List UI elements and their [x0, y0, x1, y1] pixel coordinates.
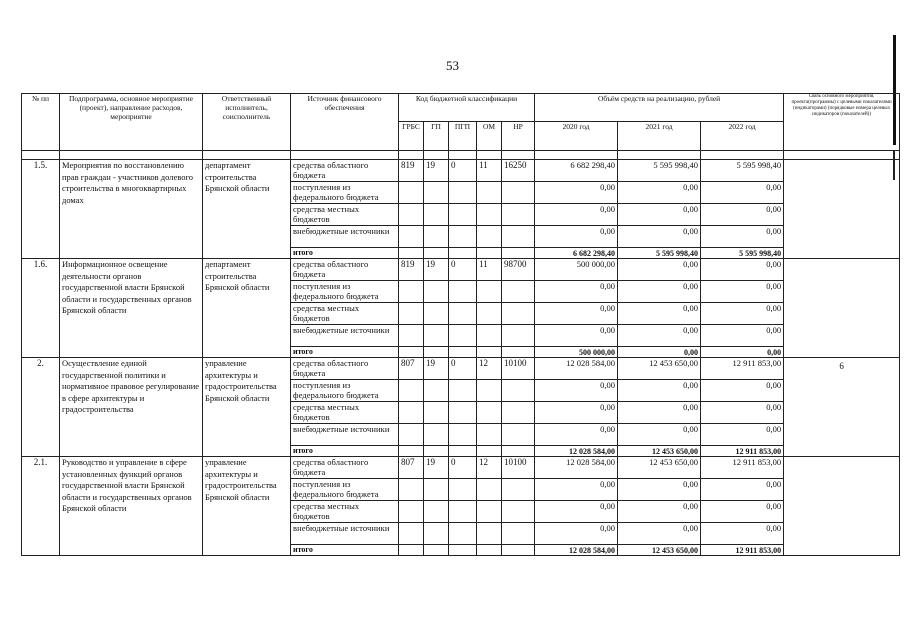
row-number: 1.6. [22, 259, 60, 358]
funding-source: средства областного бюджета [291, 259, 399, 281]
amount-2021: 12 453 650,00 [618, 358, 701, 380]
code-pgp: 0 [449, 457, 477, 479]
code-gp: 19 [424, 457, 449, 479]
amount-2021: 0,00 [618, 281, 701, 303]
code-gp: 19 [424, 259, 449, 281]
code-om [477, 424, 502, 446]
total-2022: 5 595 998,40 [701, 248, 784, 259]
code-grbs [399, 424, 424, 446]
header-code-pgp: ПГП [449, 122, 477, 151]
code-nr [502, 501, 535, 523]
code-om [477, 402, 502, 424]
amount-2020: 0,00 [535, 523, 618, 545]
funding-source: средства местных бюджетов [291, 402, 399, 424]
code-om: 11 [477, 160, 502, 182]
total-label: итого [291, 347, 399, 358]
total-code-cell [424, 347, 449, 358]
table-row [22, 457, 900, 479]
code-grbs [399, 380, 424, 402]
total-code-cell [399, 446, 424, 457]
code-om [477, 226, 502, 248]
amount-2021: 0,00 [618, 402, 701, 424]
code-nr [502, 325, 535, 347]
funding-source: внебюджетные источники [291, 424, 399, 446]
code-grbs [399, 281, 424, 303]
code-gp [424, 226, 449, 248]
code-gp [424, 424, 449, 446]
funding-source: средства местных бюджетов [291, 204, 399, 226]
amount-2020: 0,00 [535, 501, 618, 523]
code-nr [502, 182, 535, 204]
executor-name: департамент строительства Брянской области [203, 160, 291, 259]
total-code-cell [399, 545, 424, 556]
code-pgp [449, 501, 477, 523]
page-number: 53 [446, 58, 459, 73]
code-om: 12 [477, 358, 502, 380]
code-pgp [449, 424, 477, 446]
code-gp [424, 380, 449, 402]
amount-2021: 0,00 [618, 424, 701, 446]
amount-2021: 0,00 [618, 204, 701, 226]
header-source: Источник финансового обеспечения [291, 94, 399, 151]
funding-source: поступления из федерального бюджета [291, 479, 399, 501]
amount-2022: 0,00 [701, 182, 784, 204]
code-grbs [399, 479, 424, 501]
code-grbs [399, 182, 424, 204]
total-label: итого [291, 446, 399, 457]
amount-2020: 0,00 [535, 182, 618, 204]
code-om [477, 380, 502, 402]
funding-source: поступления из федерального бюджета [291, 281, 399, 303]
code-gp [424, 325, 449, 347]
amount-2021: 0,00 [618, 523, 701, 545]
indicator-link [784, 259, 900, 358]
funding-source: средства областного бюджета [291, 160, 399, 182]
code-pgp [449, 204, 477, 226]
total-code-cell [502, 545, 535, 556]
table-row [22, 160, 900, 182]
header-code-nr: НР [502, 122, 535, 151]
amount-2021: 0,00 [618, 303, 701, 325]
measure-name: Мероприятия по восстановлению прав граждан - участников долевого строительства в многоквартирных домах [60, 160, 203, 259]
total-2020: 12 028 584,00 [535, 545, 618, 556]
code-om [477, 523, 502, 545]
amount-2022: 0,00 [701, 226, 784, 248]
measure-name: Информационное освещение деятельности органов государственной власти Брянской области и государственных органов Брянской области [60, 259, 203, 358]
code-grbs [399, 226, 424, 248]
row-number: 1.5. [22, 160, 60, 259]
total-2021: 5 595 998,40 [618, 248, 701, 259]
amount-2020: 0,00 [535, 424, 618, 446]
funding-source: средства областного бюджета [291, 358, 399, 380]
code-gp [424, 402, 449, 424]
amount-2021: 12 453 650,00 [618, 457, 701, 479]
amount-2020: 0,00 [535, 479, 618, 501]
code-gp [424, 281, 449, 303]
amount-2022: 0,00 [701, 402, 784, 424]
measure-name: Осуществление единой государственной политики и нормативное правовое регулирование в сфере архитектуры и градостроительства [60, 358, 203, 457]
executor-name: департамент строительства Брянской области [203, 259, 291, 358]
code-om: 12 [477, 457, 502, 479]
code-grbs: 807 [399, 457, 424, 479]
amount-2020: 0,00 [535, 380, 618, 402]
header-year-2021: 2021 год [618, 122, 701, 151]
code-om [477, 281, 502, 303]
total-code-cell [477, 446, 502, 457]
funding-source: средства местных бюджетов [291, 501, 399, 523]
total-2020: 12 028 584,00 [535, 446, 618, 457]
code-nr [502, 380, 535, 402]
funding-source: поступления из федерального бюджета [291, 380, 399, 402]
code-pgp [449, 479, 477, 501]
total-code-cell [424, 446, 449, 457]
code-om [477, 303, 502, 325]
code-nr: 10100 [502, 358, 535, 380]
header-executor: Ответственный исполнитель, соисполнитель [203, 94, 291, 151]
amount-2022: 0,00 [701, 380, 784, 402]
code-gp [424, 523, 449, 545]
amount-2022: 0,00 [701, 204, 784, 226]
amount-2022: 0,00 [701, 281, 784, 303]
funding-source: поступления из федерального бюджета [291, 182, 399, 204]
header-name: Подпрограмма, основное мероприятие (проект), направление расходов, мероприятие [60, 94, 203, 151]
code-grbs [399, 325, 424, 347]
code-pgp [449, 523, 477, 545]
total-code-cell [399, 248, 424, 259]
total-code-cell [502, 248, 535, 259]
code-nr [502, 402, 535, 424]
code-pgp [449, 402, 477, 424]
table-body [22, 160, 900, 556]
total-2021: 12 453 650,00 [618, 446, 701, 457]
total-code-cell [477, 248, 502, 259]
code-om [477, 501, 502, 523]
code-gp [424, 479, 449, 501]
total-code-cell [449, 545, 477, 556]
amount-2022: 0,00 [701, 303, 784, 325]
total-2020: 6 682 298,40 [535, 248, 618, 259]
total-label: итого [291, 545, 399, 556]
code-grbs [399, 303, 424, 325]
indicator-link: 6 [784, 358, 900, 457]
code-pgp: 0 [449, 259, 477, 281]
code-gp [424, 303, 449, 325]
code-nr: 98700 [502, 259, 535, 281]
code-nr: 10100 [502, 457, 535, 479]
total-code-cell [477, 347, 502, 358]
code-grbs [399, 204, 424, 226]
code-grbs: 819 [399, 259, 424, 281]
code-om: 11 [477, 259, 502, 281]
indicator-link [784, 160, 900, 259]
amount-2021: 0,00 [618, 325, 701, 347]
table-row [22, 259, 900, 281]
amount-2021: 0,00 [618, 259, 701, 281]
funding-source: средства областного бюджета [291, 457, 399, 479]
total-code-cell [502, 347, 535, 358]
code-nr [502, 424, 535, 446]
total-code-cell [477, 545, 502, 556]
total-2020: 500 000,00 [535, 347, 618, 358]
amount-2022: 12 911 853,00 [701, 457, 784, 479]
code-pgp [449, 380, 477, 402]
code-grbs [399, 501, 424, 523]
table-row [22, 358, 900, 380]
amount-2020: 0,00 [535, 226, 618, 248]
executor-name: управление архитектуры и градостроительства Брянской области [203, 358, 291, 457]
code-pgp [449, 226, 477, 248]
total-code-cell [449, 347, 477, 358]
total-code-cell [449, 446, 477, 457]
header-volume: Объём средств на реализацию, рублей [535, 94, 784, 122]
amount-2020: 0,00 [535, 303, 618, 325]
amount-2020: 12 028 584,00 [535, 457, 618, 479]
amount-2022: 0,00 [701, 424, 784, 446]
header-year-2020: 2020 год [535, 122, 618, 151]
total-code-cell [424, 248, 449, 259]
amount-2020: 500 000,00 [535, 259, 618, 281]
amount-2021: 0,00 [618, 501, 701, 523]
header-code-om: ОМ [477, 122, 502, 151]
code-nr [502, 226, 535, 248]
amount-2022: 0,00 [701, 479, 784, 501]
total-2022: 12 911 853,00 [701, 446, 784, 457]
code-gp [424, 182, 449, 204]
header-codes: Код бюджетной классификации [399, 94, 535, 122]
code-nr: 16250 [502, 160, 535, 182]
code-nr [502, 303, 535, 325]
code-pgp [449, 303, 477, 325]
code-grbs [399, 523, 424, 545]
amount-2020: 6 682 298,40 [535, 160, 618, 182]
code-nr [502, 204, 535, 226]
funding-source: средства местных бюджетов [291, 303, 399, 325]
total-code-cell [449, 248, 477, 259]
header-code-gp: ГП [424, 122, 449, 151]
funding-source: внебюджетные источники [291, 523, 399, 545]
header-link: Связь основного мероприятия, проекта(программы) с целевыми показателями (индикаторами) (порядковые номера целевых индикаторов (показателей)) [784, 94, 900, 151]
amount-2020: 0,00 [535, 325, 618, 347]
code-pgp [449, 182, 477, 204]
amount-2022: 0,00 [701, 523, 784, 545]
total-code-cell [424, 545, 449, 556]
code-om [477, 479, 502, 501]
row-number: 2.1. [22, 457, 60, 556]
code-nr [502, 479, 535, 501]
measure-name: Руководство и управление в сфере установленных функций органов государственной власти Брянской области и государственных органов Брянской области [60, 457, 203, 556]
funding-source: внебюджетные источники [291, 226, 399, 248]
amount-2021: 5 595 998,40 [618, 160, 701, 182]
total-2021: 0,00 [618, 347, 701, 358]
code-grbs [399, 402, 424, 424]
header-code-grbs: ГРБС [399, 122, 424, 151]
code-pgp [449, 325, 477, 347]
amount-2022: 12 911 853,00 [701, 358, 784, 380]
code-pgp: 0 [449, 160, 477, 182]
funding-source: внебюджетные источники [291, 325, 399, 347]
amount-2022: 5 595 998,40 [701, 160, 784, 182]
code-gp [424, 501, 449, 523]
header-num: № пп [22, 94, 60, 151]
amount-2022: 0,00 [701, 325, 784, 347]
code-nr [502, 281, 535, 303]
total-code-cell [502, 446, 535, 457]
amount-2022: 0,00 [701, 259, 784, 281]
amount-2020: 12 028 584,00 [535, 358, 618, 380]
amount-2021: 0,00 [618, 380, 701, 402]
executor-name: управление архитектуры и градостроительства Брянской области [203, 457, 291, 556]
code-gp [424, 204, 449, 226]
indicator-link [784, 457, 900, 556]
code-gp: 19 [424, 358, 449, 380]
header-year-2022: 2022 год [701, 122, 784, 151]
total-2022: 12 911 853,00 [701, 545, 784, 556]
total-code-cell [399, 347, 424, 358]
budget-table [21, 93, 900, 556]
amount-2020: 0,00 [535, 402, 618, 424]
header-spacer-row [22, 151, 900, 160]
code-nr [502, 523, 535, 545]
amount-2021: 0,00 [618, 479, 701, 501]
code-grbs: 807 [399, 358, 424, 380]
amount-2020: 0,00 [535, 204, 618, 226]
amount-2020: 0,00 [535, 281, 618, 303]
total-2022: 0,00 [701, 347, 784, 358]
code-pgp: 0 [449, 358, 477, 380]
row-number: 2. [22, 358, 60, 457]
code-om [477, 182, 502, 204]
amount-2021: 0,00 [618, 182, 701, 204]
amount-2021: 0,00 [618, 226, 701, 248]
code-om [477, 325, 502, 347]
total-label: итого [291, 248, 399, 259]
amount-2022: 0,00 [701, 501, 784, 523]
code-om [477, 204, 502, 226]
code-grbs: 819 [399, 160, 424, 182]
code-pgp [449, 281, 477, 303]
total-2021: 12 453 650,00 [618, 545, 701, 556]
code-gp: 19 [424, 160, 449, 182]
